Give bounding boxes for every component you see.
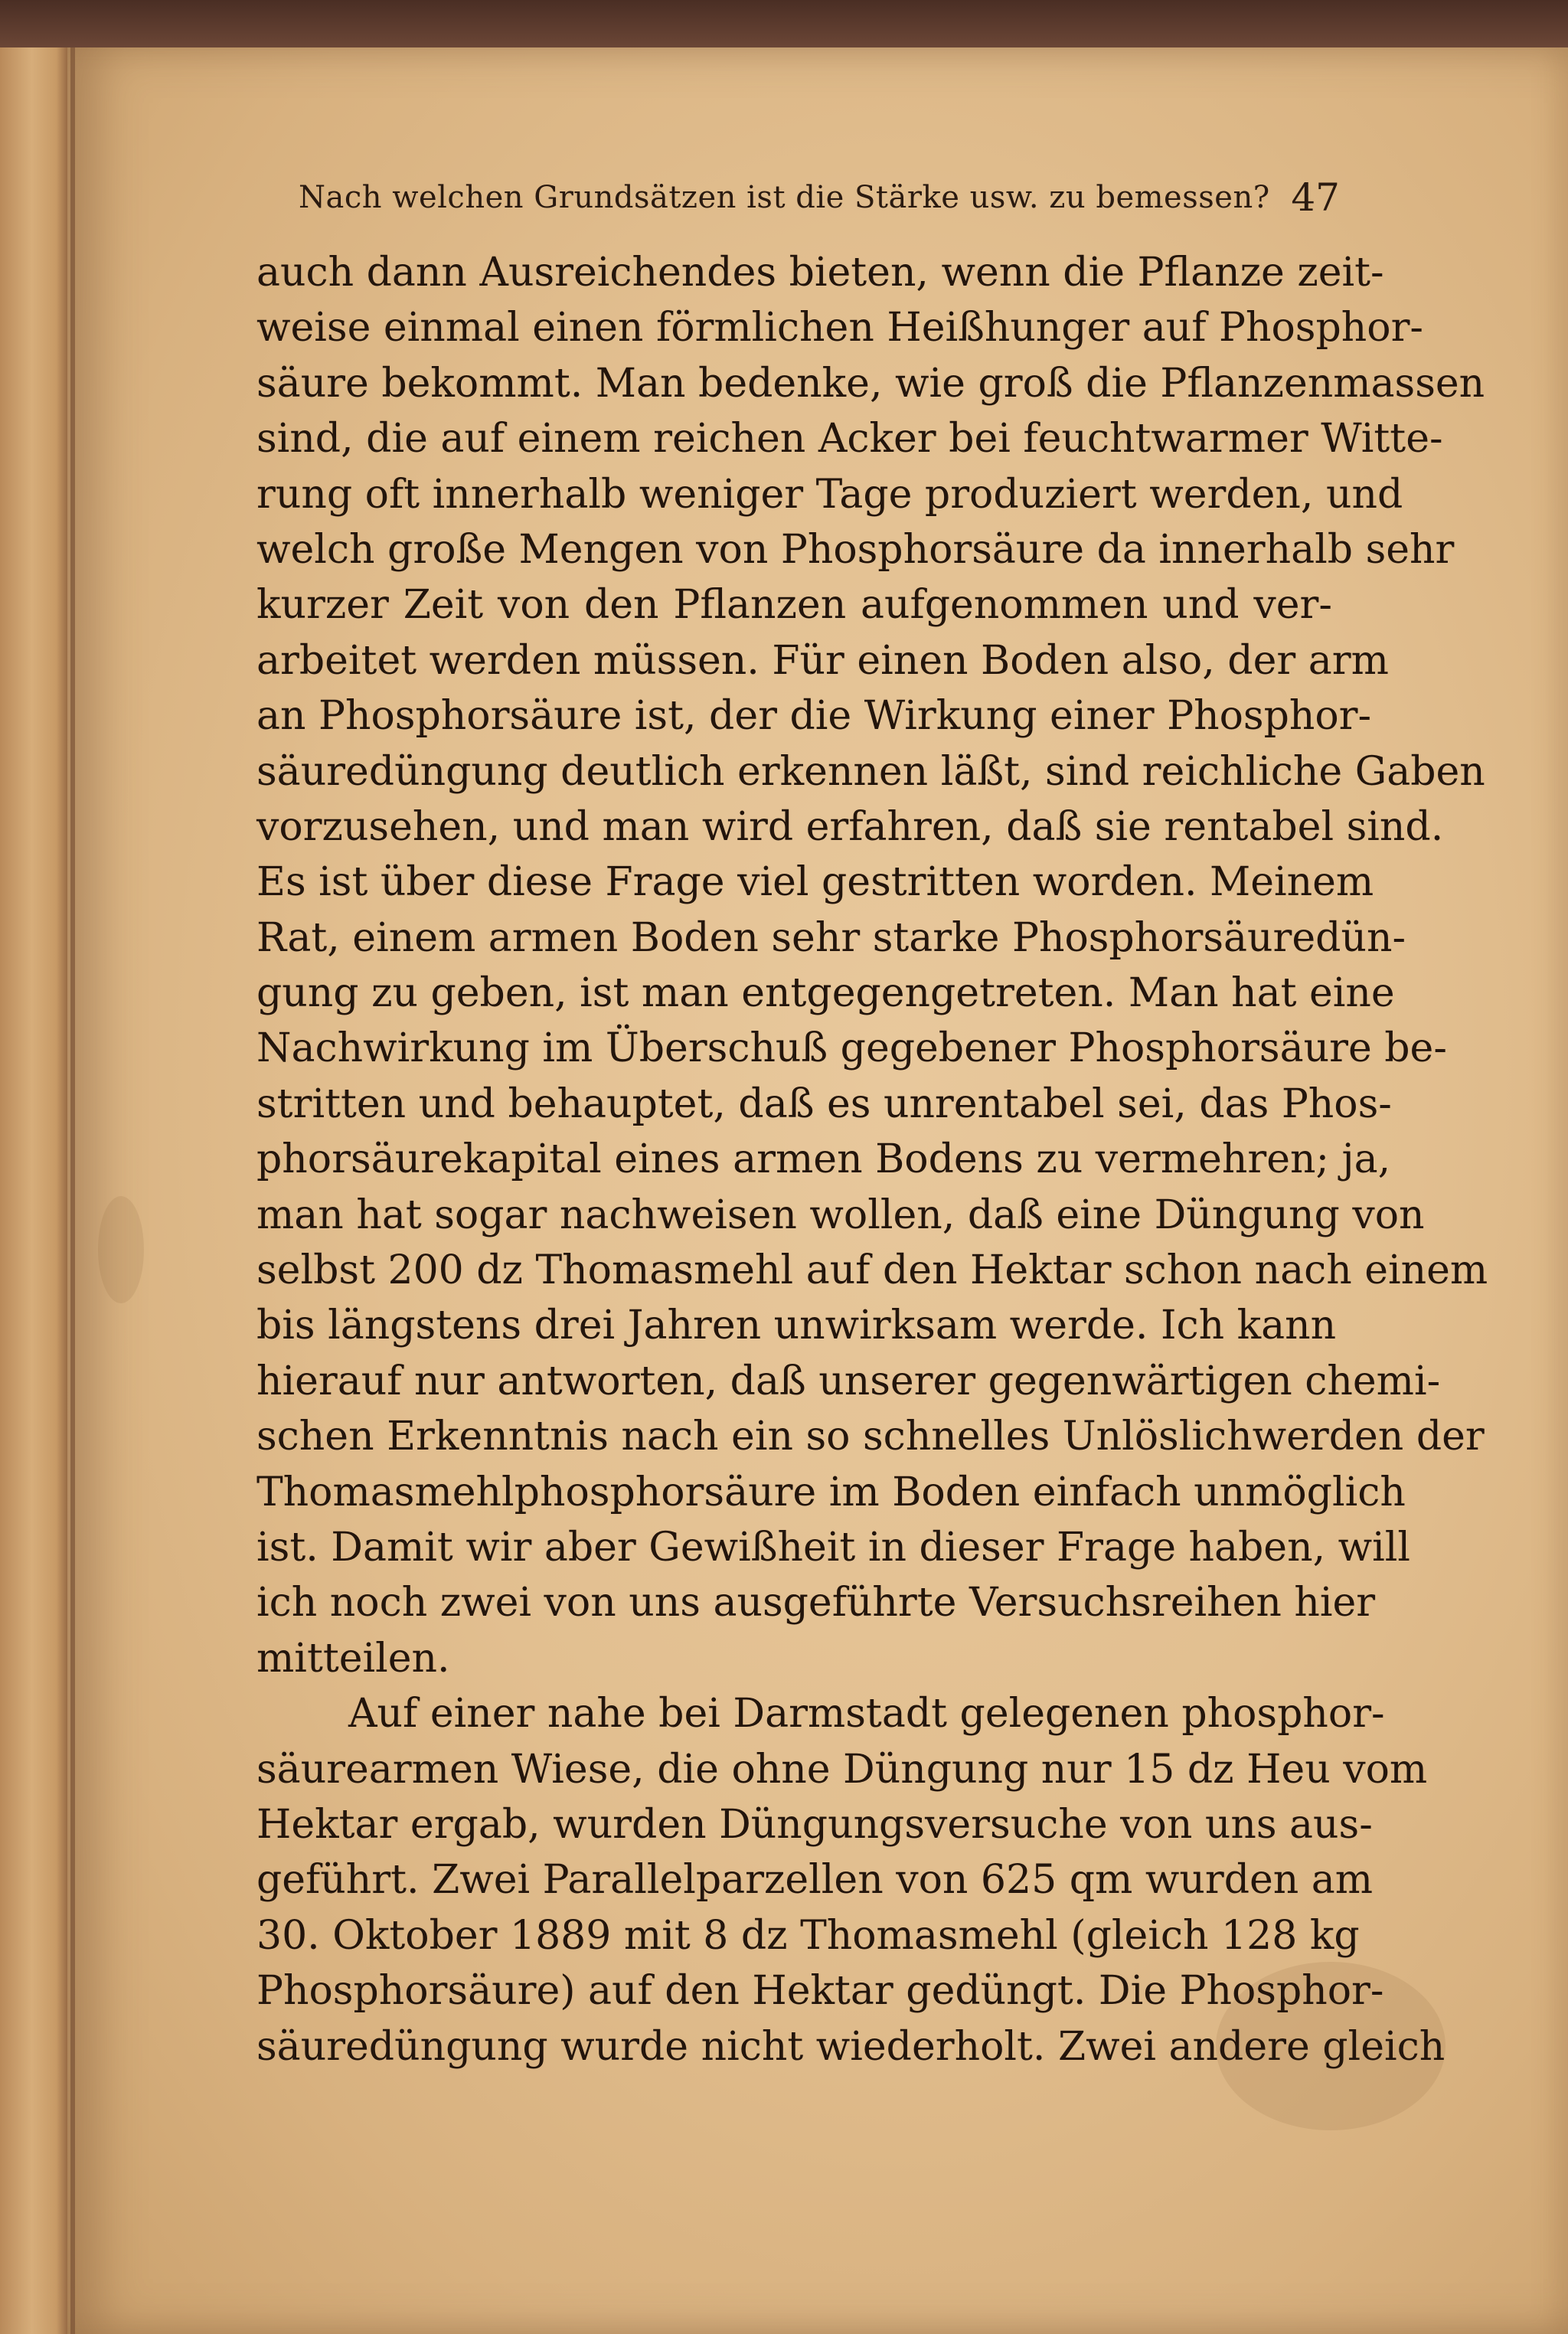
text-line: Es ist über diese Frage viel gestritten worden. Meinem xyxy=(256,859,1374,906)
text-line: säuredüngung wurde nicht wiederholt. Zwei andere gleich xyxy=(256,2023,1446,2070)
text-line: vorzusehen, und man wird erfahren, daß sie rentabel sind. xyxy=(256,803,1444,850)
text-line: Thomasmehlphosphorsäure im Boden einfach unmöglich xyxy=(256,1469,1406,1515)
text-line: ich noch zwei von uns ausgeführte Versuchsreihen hier xyxy=(256,1580,1376,1626)
text-line: Phosphorsäure) auf den Hektar gedüngt. Die Phosphor- xyxy=(256,1968,1384,2015)
text-line: schen Erkenntnis nach ein so schnelles Unlöslichwerden der xyxy=(256,1414,1485,1460)
text-line: weise einmal einen förmlichen Heißhunger auf Phosphor- xyxy=(256,305,1423,351)
text-line: rung oft innerhalb weniger Tage produziert werden, und xyxy=(256,471,1403,518)
text-line: an Phosphorsäure ist, der die Wirkung einer Phosphor- xyxy=(256,693,1372,740)
text-line: säurearmen Wiese, die ohne Düngung nur 15 dz Heu vom xyxy=(256,1746,1428,1793)
left-page-edge xyxy=(0,47,70,2334)
text-line: auch dann Ausreichendes bieten, wenn die Pflanze zeit- xyxy=(256,250,1384,296)
text-line: stritten und behauptet, daß es unrentabel sei, das Phos- xyxy=(256,1080,1392,1127)
text-line: phorsäurekapital eines armen Bodens zu vermehren; ja, xyxy=(256,1136,1391,1183)
body-text xyxy=(256,245,1488,2074)
text-line: bis längstens drei Jahren unwirksam werde. Ich kann xyxy=(256,1303,1337,1349)
paper-stain xyxy=(98,1196,144,1303)
running-head: Nach welchen Grundsätzen ist die Stärke usw. zu bemessen? xyxy=(299,180,1270,215)
text-line: gung zu geben, ist man entgegengetreten. Man hat eine xyxy=(256,970,1395,1017)
text-line: sind, die auf einem reichen Acker bei feuchtwarmer Witte- xyxy=(256,416,1443,463)
text-line: säure bekommt. Man bedenke, wie groß die Pflanzenmassen xyxy=(256,360,1485,407)
text-line: geführt. Zwei Parallelparzellen von 625 qm wurden am xyxy=(256,1857,1374,1904)
text-line: Nachwirkung im Überschuß gegebener Phosphorsäure be- xyxy=(256,1025,1447,1072)
page-header xyxy=(299,172,1340,226)
text-line: welch große Mengen von Phosphorsäure da innerhalb sehr xyxy=(256,526,1455,573)
text-line: hierauf nur antworten, daß unserer gegenwärtigen chemi- xyxy=(256,1358,1441,1404)
page-gutter xyxy=(70,47,75,2334)
text-line: säuredüngung deutlich erkennen läßt, sind reichliche Gaben xyxy=(256,748,1485,795)
text-line: Hektar ergab, wurden Düngungsversuche von uns aus- xyxy=(256,1801,1373,1848)
page-number: 47 xyxy=(1291,175,1340,220)
text-line: kurzer Zeit von den Pflanzen aufgenommen und ver- xyxy=(256,582,1332,629)
text-line: mitteilen. xyxy=(256,1635,450,1682)
text-line: 30. Oktober 1889 mit 8 dz Thomasmehl (gleich 128 kg xyxy=(256,1912,1360,1959)
text-line: ist. Damit wir aber Gewißheit in dieser Frage haben, will xyxy=(256,1524,1411,1571)
text-line: selbst 200 dz Thomasmehl auf den Hektar schon nach einem xyxy=(256,1247,1488,1294)
text-line: man hat sogar nachweisen wollen, daß eine Düngung von xyxy=(256,1192,1425,1238)
text-line: Auf einer nahe bei Darmstadt gelegenen phosphor- xyxy=(348,1691,1385,1737)
text-line: Rat, einem armen Boden sehr starke Phosphorsäuredün- xyxy=(256,914,1406,961)
text-line: arbeitet werden müssen. Für einen Boden also, der arm xyxy=(256,637,1389,684)
